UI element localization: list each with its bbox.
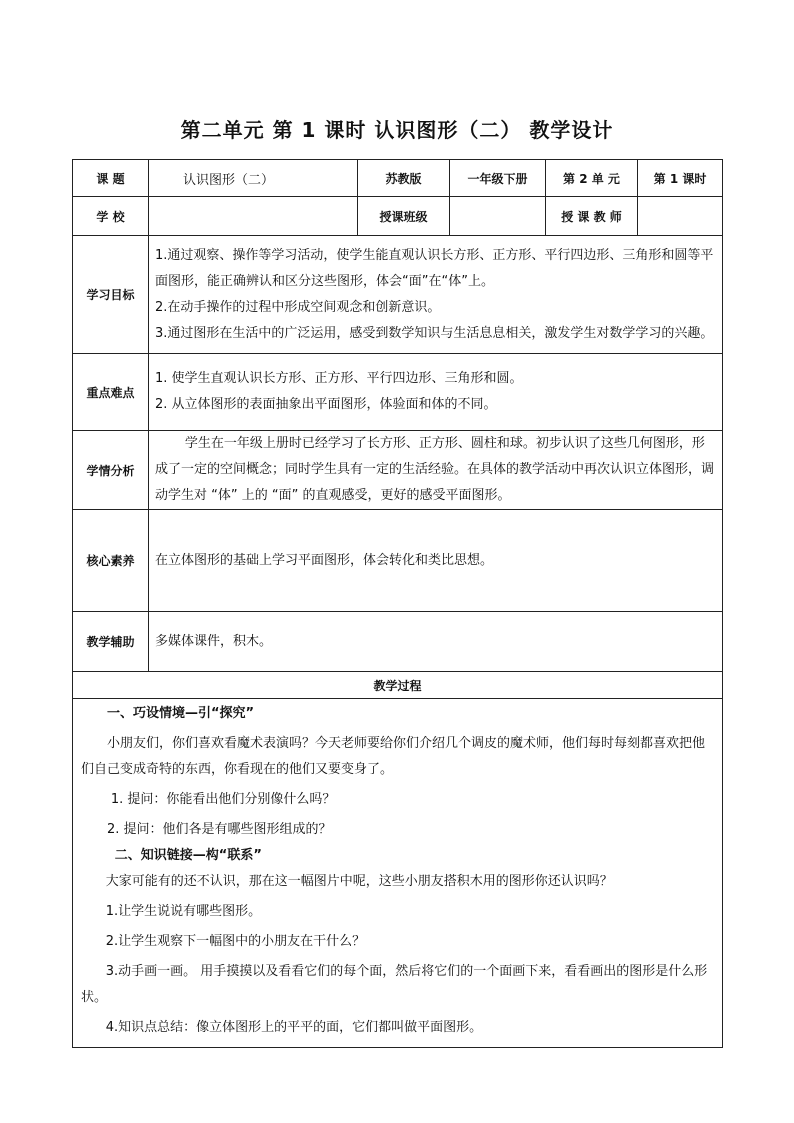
section1-heading: 一、巧设情境—引“探究”	[107, 706, 255, 721]
school-label: 学 校	[73, 197, 149, 236]
section2-item: 2.让学生观察下一幅图中的小朋友在干什么？	[105, 934, 366, 949]
page-title: 第二单元 第 1 课时 认识图形（二） 教学设计	[180, 118, 614, 142]
key-points-content	[149, 354, 723, 431]
literacy-label: 核心素养	[73, 510, 149, 612]
key-point-item: 1. 使学生直观认识长方形、正方形、平行四边形、三角形和圆。	[155, 371, 523, 386]
process-content-row	[73, 699, 723, 1048]
section2-heading: 二、知识链接—构“联系”	[114, 848, 262, 863]
section2-item: 1.让学生说说有哪些图形。	[105, 904, 262, 919]
analysis-content	[149, 431, 723, 510]
objective-item: 2.在动手操作的过程中形成空间观念和创新意识。	[155, 299, 441, 315]
aids-text: 多媒体课件，积木。	[149, 612, 723, 672]
lesson-cell: 第 1 课时	[638, 160, 723, 197]
objectives-content	[149, 236, 723, 354]
school-value	[149, 197, 358, 236]
lesson-plan-table	[72, 159, 723, 1048]
objectives-row	[73, 236, 723, 354]
key-point-item: 2. 从立体图形的表面抽象出平面图形，体验面和体的不同。	[155, 397, 497, 412]
section2-item: 4.知识点总结：像立体图形上的平平的面，它们都叫做平面图形。	[105, 1020, 483, 1035]
unit-cell: 第 2 单 元	[546, 160, 638, 197]
objective-item: 3.通过图形在生活中的广泛运用，感受到数学知识与生活息息相关，激发学生对数学学习的兴趣。	[155, 325, 714, 341]
subject-label: 课 题	[73, 160, 149, 197]
class-label: 授课班级	[358, 197, 450, 236]
section1-intro: 小朋友们，你们喜欢看魔术表演吗？今天老师要给你们介绍几个调皮的魔术师，他们每时每刻都喜欢把他们自己变成奇特的东西，你看现在的他们又要变身了。	[81, 736, 706, 777]
literacy-row	[73, 510, 723, 612]
school-row	[73, 197, 723, 236]
key-points-label: 重点难点	[73, 354, 149, 431]
analysis-text: 学生在一年级上册时已经学习了长方形、正方形、圆柱和球。初步认识了这些几何图形，形成了一定的空间概念；同时学生具有一定的生活经验。在具体的教学活动中再次认识立体图形，调动学生对 “体” 上的 “面” 的直观感受，更好的感受平面图形。	[155, 436, 715, 503]
analysis-label: 学情分析	[73, 431, 149, 510]
class-value	[450, 197, 546, 236]
literacy-text: 在立体图形的基础上学习平面图形，体会转化和类比思想。	[149, 510, 723, 612]
section1-question: 2. 提问：他们各是有哪些图形组成的？	[107, 822, 332, 837]
teacher-label: 授 课 教 师	[546, 197, 638, 236]
aids-row	[73, 612, 723, 672]
analysis-row	[73, 431, 723, 510]
grade-cell: 一年级下册	[450, 160, 546, 197]
objective-item: 1.通过观察、操作等学习活动，使学生能直观认识长方形、正方形、平行四边形、三角形和圆等平面图形，能正确辨认和区分这些图形，体会“面”在“体”上。	[155, 247, 714, 289]
section1-question: 1. 提问：你能看出他们分别像什么吗？	[110, 792, 336, 807]
subject-value: 认识图形（二）	[149, 160, 358, 197]
teacher-value	[638, 197, 723, 236]
objectives-label: 学习目标	[73, 236, 149, 354]
section2-item: 3.动手画一画。 用手摸摸以及看看它们的每个面，然后将它们的一个面画下来，看看画出的图形是什么形状。	[81, 964, 708, 1005]
process-header-row	[73, 672, 723, 699]
process-content	[73, 699, 723, 1048]
header-row	[73, 160, 723, 197]
section2-intro: 大家可能有的还不认识，那在这一幅图片中呢，这些小朋友搭积木用的图形你还认识吗？	[105, 874, 613, 889]
aids-label: 教学辅助	[73, 612, 149, 672]
process-label: 教学过程	[73, 672, 723, 699]
edition-cell: 苏教版	[358, 160, 450, 197]
key-points-row	[73, 354, 723, 431]
